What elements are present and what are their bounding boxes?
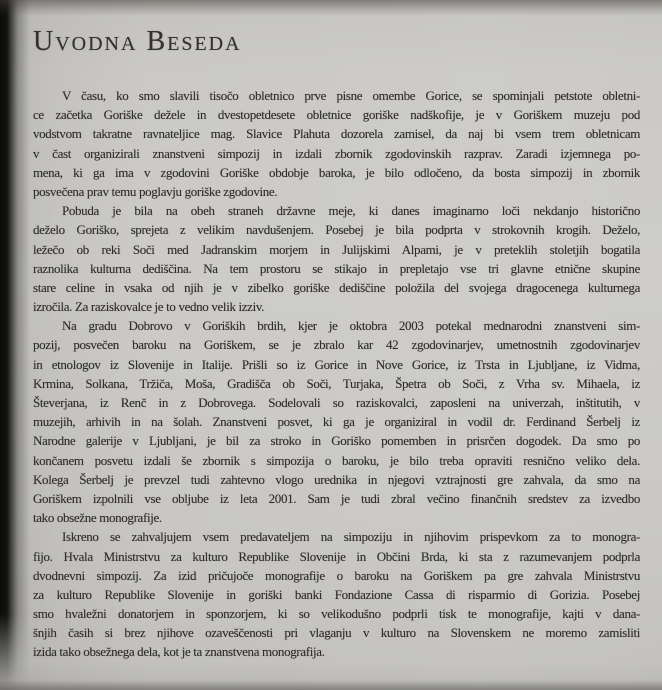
text-line: Na gradu Dobrovo v Goriških brdih, kjer je oktobra 2003 potekal mednarodni znanstveni sim- (62, 318, 640, 334)
text-line: ce začetka Goriške dežele in dvestopetdesete obletnice goriške nadškofije, je v Goriškem muzeju pod (33, 107, 640, 123)
text-line: deželo Goriško, sprejeta z velikim navdušenjem. Posebej je bila podprta v strokovnih krogih. Deželo, (33, 222, 640, 238)
text-line: Iskreno se zahvaljujem vsem predavateljem na simpoziju in njihovim prispevkom za to monogra- (62, 529, 640, 545)
text-line: Krmina, Solkana, Tržiča, Moša, Gradišča ob Soči, Turjaka, Špetra ob Soči, z Vrha sv. Mihaela, iz (33, 375, 640, 391)
text-line: mena, ki ga ima v zgodovini Goriške obdobje baroka, je bilo odločeno, da bosta simpozij in zbornik (33, 164, 640, 180)
text-line: Goriškem izpolnili vse obljube iz leta 2001. Sam je tudi zbral večino finančnih sredstev za izvedbo (33, 490, 640, 506)
text-line: V času, ko smo slavili tisočo obletnico prve pisne omembe Gorice, se spominjali petstote obletni- (62, 88, 640, 103)
text-line: smo hvaležni donatorjem in sponzorjem, ki so velikodušno podprli tisk te monografije, kajti v dana- (33, 606, 640, 622)
text-line: Števerjana, iz Renč in z Dobrovega. Sodelovali so raziskovalci, zaposleni na univerzah, inštitutih, v (33, 395, 640, 410)
text-line: pozij, posvečen baroku na Goriškem, se je zbralo kar 42 zgodovinarjev, umetnostnih zgodovinarjev (33, 337, 640, 353)
text-line: Kolega Šerbelj je prevzel tudi zahtevno vlogo urednika in njegovi vztrajnosti gre zahvala, da smo na (33, 471, 640, 487)
gutter-shadow (0, 0, 30, 690)
text-line: dvodnevni simpozij. Za izid pričujoče monografije o baroku na Goriškem pa gre zahvala Ministrstvu (33, 567, 640, 583)
text-line: in etnologov iz Slovenije in Italije. Prišli so iz Gorice in Nove Gorice, iz Trsta in Ljubljane, iz Vidma, (33, 356, 640, 372)
text-line: za kulturo Republike Slovenije in goriški banki Fondazione Cassa di risparmio di Gorizia. Posebej (33, 586, 640, 602)
text-line: muzejih, arhivih in na šolah. Znanstveni posvet, ki ga je organiziral in vodil dr. Ferdinand Šerbelj iz (33, 414, 640, 430)
body-text (33, 86, 640, 662)
text-line: fijo. Hvala Ministrstvu za kulturo Republike Slovenije in Občini Brda, ki sta z razumevanjem podprla (33, 548, 640, 564)
text-line: končanem posvetu izdali še zbornik s simpozija o baroku, je bilo treba opraviti resnično veliko dela. (33, 452, 640, 468)
text-line: izročila. Za raziskovalce je to vedno velik izziv. (33, 299, 265, 315)
text-line: Pobuda je bila na obeh straneh državne meje, ki danes imaginarno loči nekdanjo historično (62, 203, 640, 219)
text-line: vodstvom takratne ravnateljice mag. Slavice Plahuta dozorela zamisel, da naj bi vsem trem obletnicam (33, 126, 640, 142)
text-line: raznolika kulturna dediščina. Na tem prostoru se stikajo in prepletajo vse tri glavne etnične skupine (33, 260, 640, 276)
page-title: Uvodna Beseda (33, 26, 242, 57)
text-line: v čast organizirali znanstveni simpozij in izdali zbornik zgodovinskih razprav. Zaradi izjemnega po- (33, 145, 640, 161)
text-line: stare celine in vsaka od njih je v zibelko goriške dediščine položila del svojega dragocenega kulturnega (33, 279, 640, 295)
text-line: Narodne galerije v Ljubljani, je bil za stroko in Goriško pomemben in prisrčen dogodek. Da smo po (33, 433, 640, 449)
text-line: izida tako obsežnega dela, kot je ta znanstvena monografija. (33, 644, 325, 660)
text-line: šnjih časih si brez njihove ozaveščenosti pri vlaganju v kulturo na Slovenskem ne moremo zamisliti (33, 625, 640, 641)
page-content (33, 26, 640, 662)
text-line: ležečo ob reki Soči med Jadranskim morjem in Julijskimi Alpami, je v preteklih stoletjih bogatila (33, 241, 640, 257)
bottom-edge-shadow (0, 680, 662, 690)
text-line: posvečena prav temu poglavju goriške zgodovine. (33, 183, 278, 199)
text-line: tako obsežne monografije. (33, 510, 162, 526)
top-edge-shadow (0, 0, 662, 16)
